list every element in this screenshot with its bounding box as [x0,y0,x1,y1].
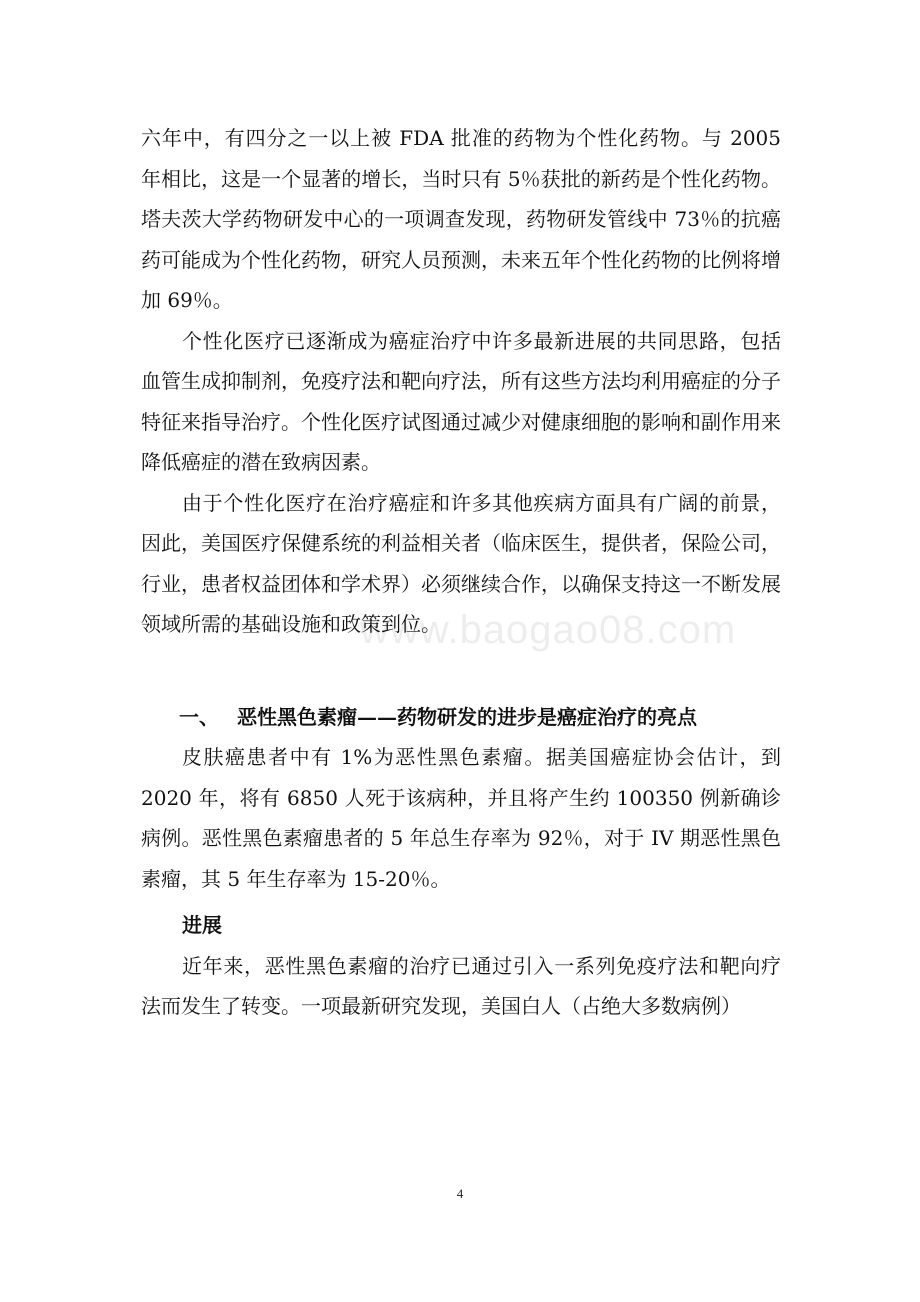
section-title: 恶性黑色素瘤——药物研发的进步是癌症治疗的亮点 [237,704,697,729]
paragraph-melanoma-statistics: 皮肤癌患者中有 1%为恶性黑色素瘤。据美国癌症协会估计，到 2020 年，将有 6850 人死于该病种，并且将产生约 100350 例新确诊病例。恶性黑色素瘤患者的 5 年总生存率为 92％，对于 IV 期恶性黑色素瘤，其 5 年生存率为 15-20％。 [141,745,781,891]
spacer [141,645,781,697]
paragraph-personalized-medicine-cancer: 个性化医疗已逐渐成为癌症治疗中许多最新进展的共同思路，包括血管生成抑制剂，免疫疗法和靶向疗法，所有这些方法均利用癌症的分子特征来指导治疗。个性化医疗试图通过减少对健康细胞的影响和副作用来降低癌症的潜在致病因素。 [141,328,781,474]
subheading-progress: 进展 [182,913,222,937]
watermark: www.baogao08.com [360,608,737,652]
section-heading [141,697,781,738]
paragraph-stakeholders: 由于个性化医疗在治疗癌症和许多其他疾病方面具有广阔的前景，因此，美国医疗保健系统的利益相关者（临床医生，提供者，保险公司，行业，患者权益团体和学术界）必须继续合作，以确保支持这一不断发展领域所需的基础设施和政策到位。 [141,490,781,636]
paragraph-progress: 近年来，恶性黑色素瘤的治疗已通过引入一系列免疫疗法和靶向疗法而发生了转变。一项最新研究发现，美国白人（占绝大多数病例） [141,953,781,1018]
page-content [141,118,781,1027]
paragraph-fda-personalized-drugs: 六年中，有四分之一以上被 FDA 批准的药物为个性化药物。与 2005 年相比，这是一个显著的增长，当时只有 5％获批的新药是个性化药物。塔夫茨大学药物研发中心的一项调查发现，药物研发管线中 73％的抗癌药可能成为个性化药物，研究人员预测，未来五年个性化药物的比例将增加 69％。 [141,126,781,312]
section-number: 一、 [179,704,219,729]
page-number: 4 [456,1186,464,1201]
